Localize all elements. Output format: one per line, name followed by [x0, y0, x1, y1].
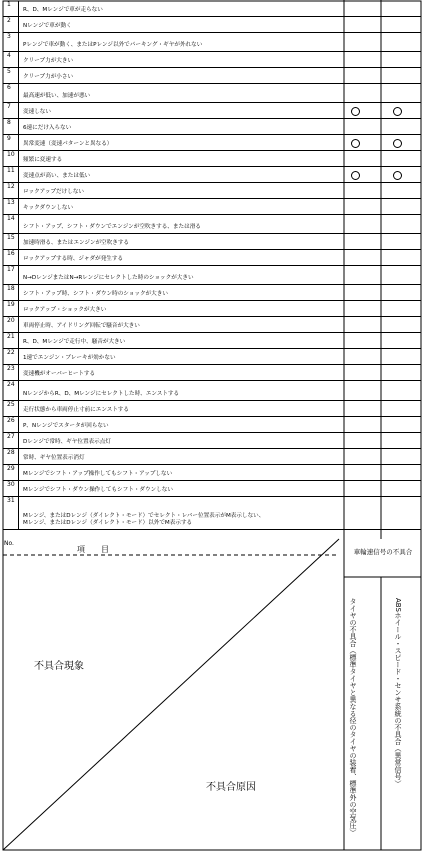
- row-symptom-text: ロックアップする時、ジャダが発生する: [23, 256, 124, 262]
- row-symptom-text: 頻繁に変速する: [23, 157, 63, 163]
- row-symptom-text: ロックアップだけしない: [23, 189, 85, 195]
- row-number: 2: [3, 17, 19, 32]
- row-symptom-text: 異常変速（変速パターンと異なる）: [23, 141, 113, 147]
- row-number: 15: [3, 234, 19, 249]
- no-label: No.: [4, 540, 14, 547]
- row-number: 5: [3, 68, 19, 83]
- row-symptom-text: 変速しない: [23, 109, 51, 115]
- row-number: 29: [3, 465, 19, 480]
- row-symptom-text: 変速機がオーバーヒートする: [23, 371, 96, 377]
- row-symptom-text: NレンジからR、D、Mレンジにセレクトした時、エンストする: [23, 391, 180, 397]
- row-number: 30: [3, 481, 19, 496]
- row-symptom-text: 走行状態から車両停止寸前にエンストする: [23, 407, 129, 413]
- row-number: 19: [3, 301, 19, 316]
- row-symptom-text: シフト・アップ、シフト・ダウンでエンジンが空吹きする、または滑る: [23, 224, 201, 230]
- row-symptom-text: Mレンジでシフト・アップ操作してもシフト・アップしない: [23, 471, 173, 477]
- row-number: 24: [3, 381, 19, 400]
- row-number: 26: [3, 417, 19, 432]
- row-number: 22: [3, 349, 19, 364]
- row-number: 7: [3, 103, 19, 118]
- row-number: 11: [3, 167, 19, 182]
- row-number: 13: [3, 199, 19, 214]
- row-symptom-text: シフト・アップ時、シフト・ダウン時のショックが大きい: [23, 291, 168, 297]
- row-symptom-text: 常時、ギヤ位置表示消灯: [23, 455, 85, 461]
- row-number: 8: [3, 119, 19, 134]
- row-number: 20: [3, 317, 19, 332]
- row-symptom-text: P、Nレンジでスタータが回らない: [23, 423, 109, 429]
- row-number: 10: [3, 151, 19, 166]
- row-number: 27: [3, 433, 19, 448]
- row-symptom-text: Mレンジでシフト・ダウン操作してもシフト・ダウンしない: [23, 487, 173, 493]
- row-symptom-text: キックダウンしない: [23, 205, 74, 211]
- row-symptom-text: 変速点が高い、または低い: [23, 173, 91, 179]
- row-symptom-text: 最高速が低い、加速が悪い: [23, 93, 91, 99]
- symptom-label: 不具合現象: [34, 661, 84, 672]
- row-number: 18: [3, 285, 19, 300]
- row-number: 3: [3, 33, 19, 51]
- item-label: 項 目: [77, 545, 109, 554]
- row-number: 31: [3, 497, 19, 529]
- row-symptom-text: Mレンジ、またはDレンジ（ダイレクト・モード）でセレクト・レバー位置表示がM表示しない、 Mレンジ、またはDレンジ（ダイレクト・モード）以外でM表示する: [23, 513, 265, 526]
- row-symptom-text: N→DレンジまたはN→Rレンジにセレクトした時のショックが大きい: [23, 275, 194, 281]
- row-number: 23: [3, 365, 19, 380]
- row-number: 14: [3, 215, 19, 233]
- row-symptom-text: 車両停止時、アイドリング回転で騒音が大きい: [23, 323, 140, 329]
- row-number: 12: [3, 183, 19, 198]
- row-symptom-text: R、D、Mレンジで車が走らない: [23, 7, 103, 13]
- row-number: 4: [3, 52, 19, 67]
- row-symptom-text: 6速にだけ入らない: [23, 125, 72, 131]
- row-number: 6: [3, 84, 19, 102]
- row-symptom-text: Pレンジで車が動く、またはPレンジ以外でパーキング・ギヤが外れない: [23, 42, 203, 48]
- row-number: 21: [3, 333, 19, 348]
- column-1-label: タイヤの不具合（標準タイヤと異なる径のタイヤの装着、標準外の空気圧）: [349, 598, 357, 836]
- row-symptom-text: R、D、Mレンジで走行中、騒音が大きい: [23, 339, 126, 345]
- row-symptom-text: クリープ力が大きい: [23, 58, 74, 64]
- row-number: 1: [3, 1, 19, 16]
- row-symptom-text: 1速でエンジン・ブレーキが効かない: [23, 355, 116, 361]
- row-number: 16: [3, 250, 19, 265]
- row-number: 25: [3, 401, 19, 416]
- row-symptom-text: Nレンジで車が動く: [23, 23, 72, 29]
- row-symptom-text: 加速時滑る、またはエンジンが空吹きする: [23, 240, 130, 246]
- row-symptom-text: ロックアップ・ショックが大きい: [23, 307, 107, 313]
- cause-label: 不具合原因: [206, 782, 256, 793]
- row-symptom-text: Dレンジで常時、ギヤ位置表示点灯: [23, 439, 111, 445]
- row-number: 28: [3, 449, 19, 464]
- row-number: 17: [3, 266, 19, 284]
- column-2-label: ABSホイール・スピード・センサ系統の不具合（異常信号）: [394, 598, 402, 787]
- row-symptom-text: クリープ力が小さい: [23, 74, 74, 80]
- row-number: 9: [3, 135, 19, 150]
- group-label: 車輪速信号の不具合: [353, 548, 413, 556]
